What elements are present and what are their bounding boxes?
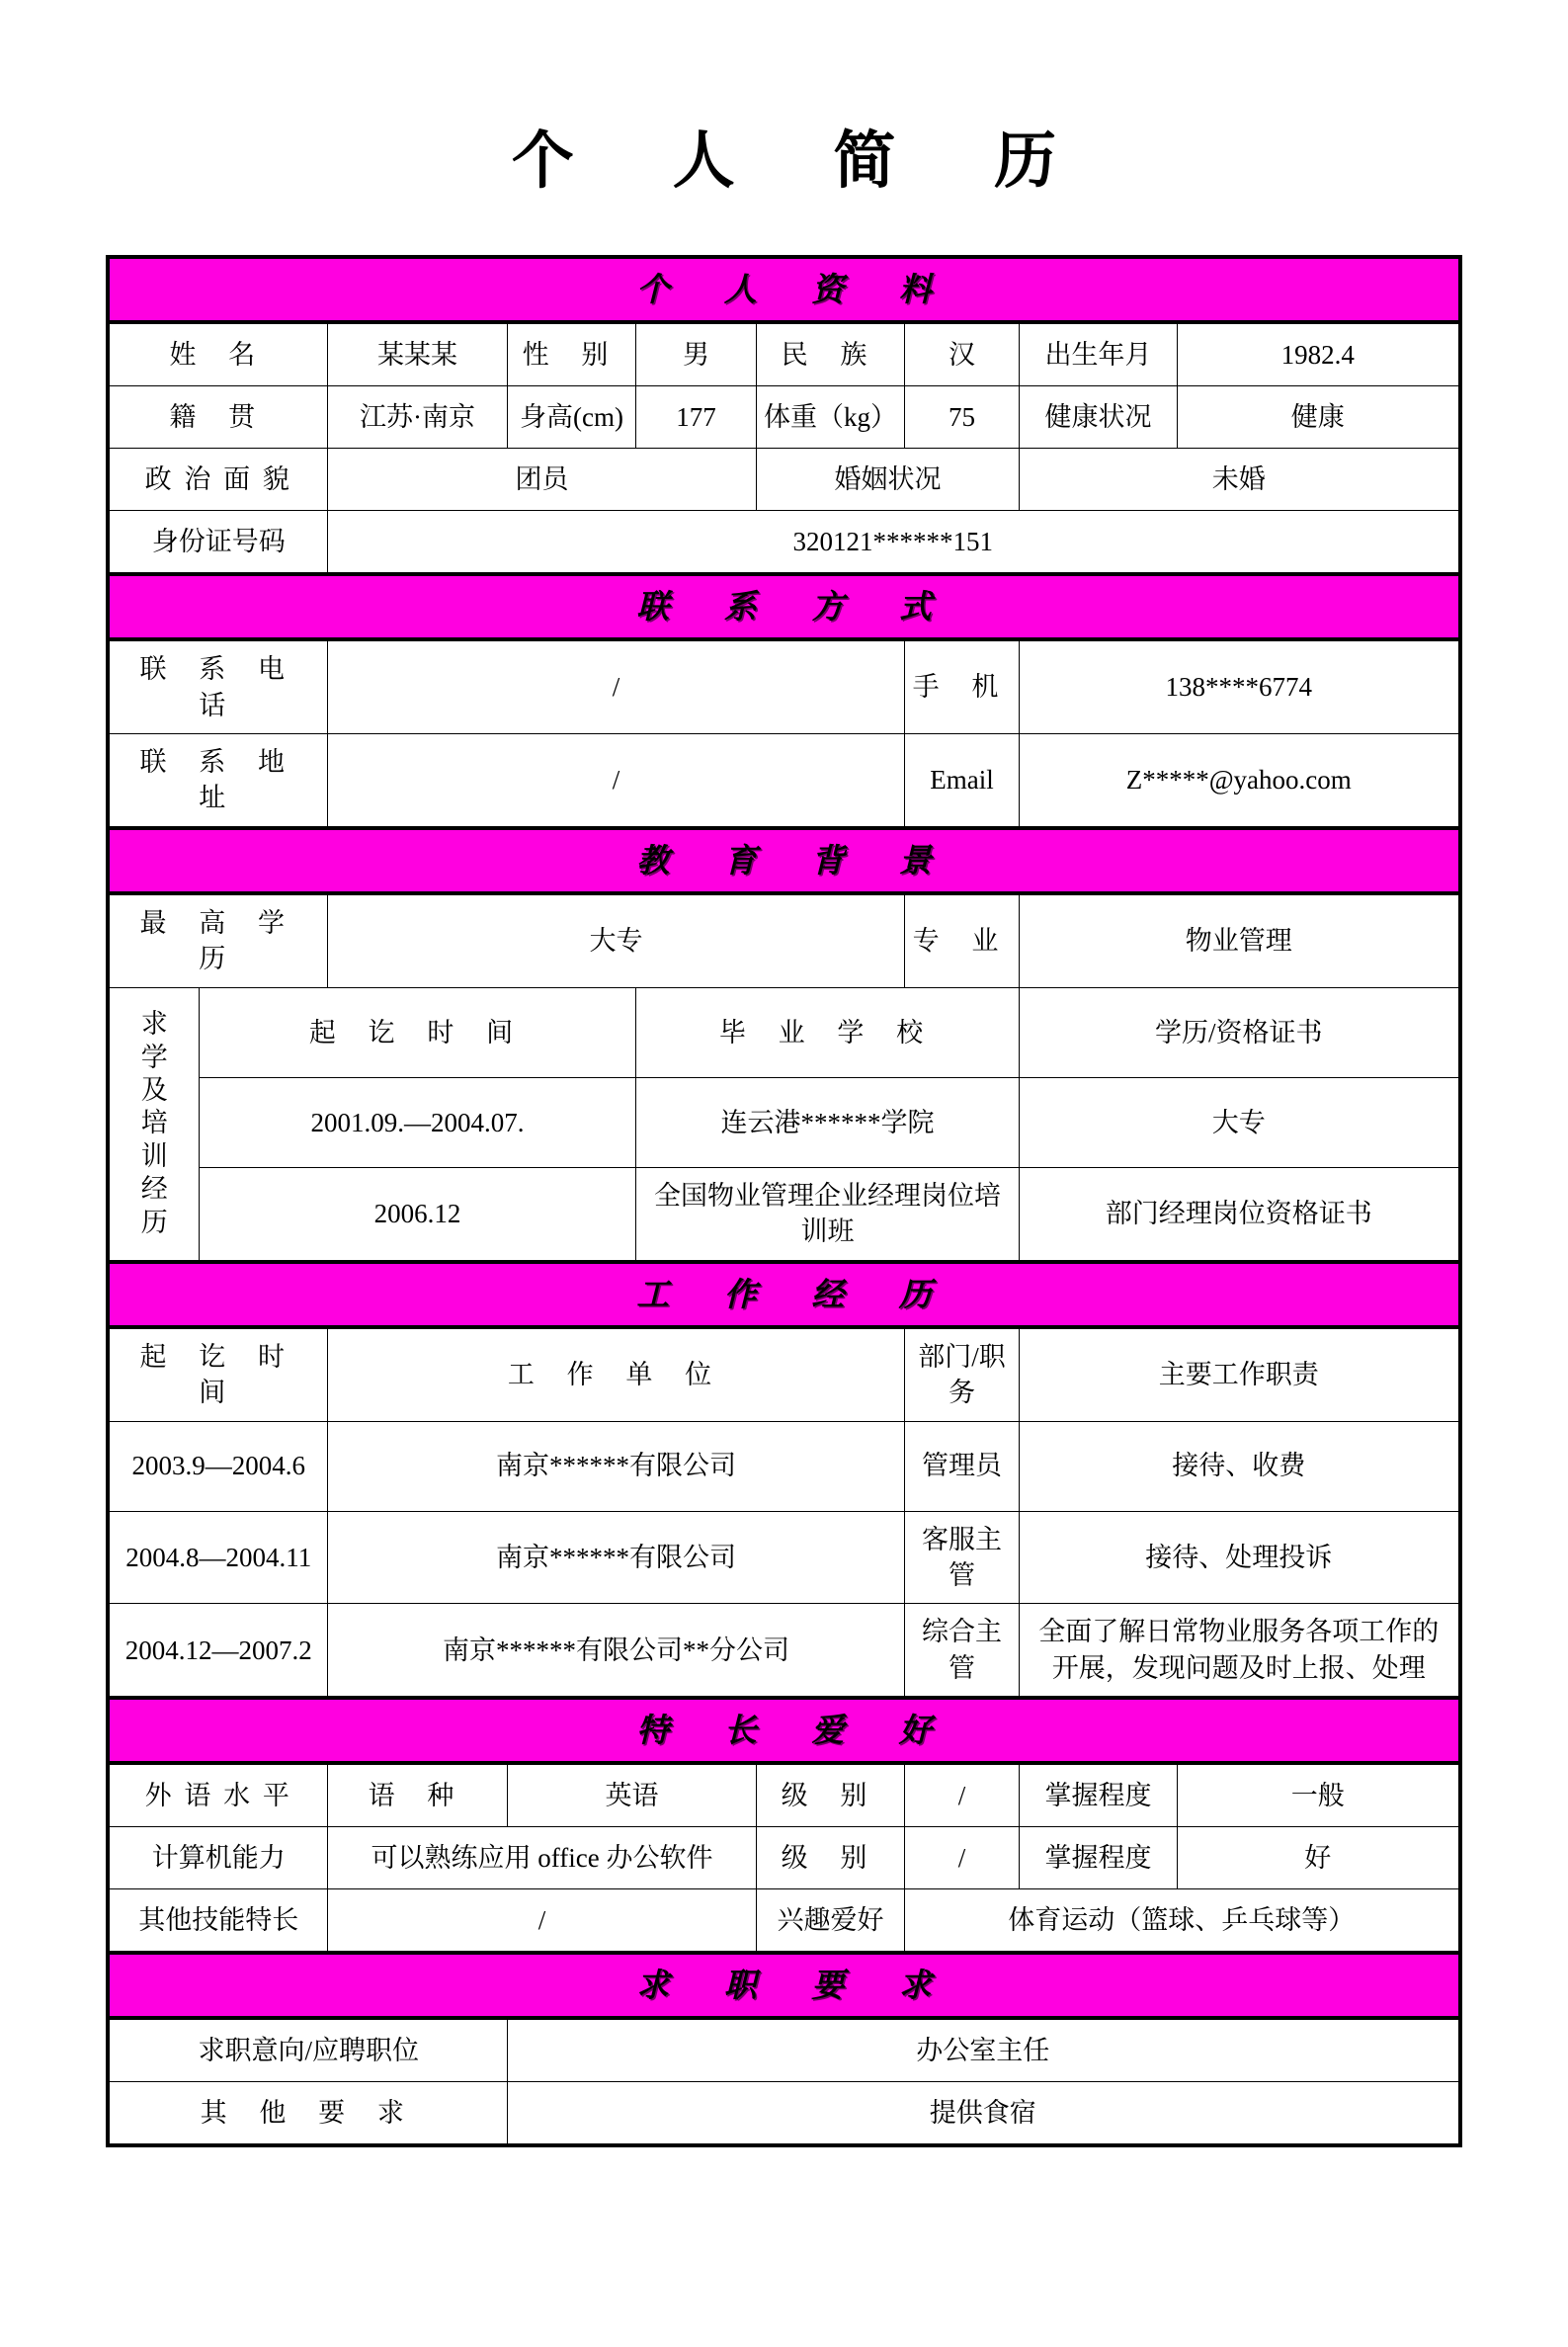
banner-education — [108, 828, 1459, 893]
work-row-duties: 全面了解日常物业服务各项工作的开展，发现问题及时上报、处理 — [1019, 1604, 1459, 1698]
work-col-company: 工 作 单 位 — [327, 1327, 904, 1421]
table-row — [108, 1511, 1459, 1604]
table-row — [108, 1827, 1459, 1889]
political-label: 政 治 面 貌 — [108, 449, 327, 511]
table-row — [108, 734, 1459, 828]
birth-value: 1982.4 — [1177, 322, 1459, 386]
section-banner-row-education — [108, 828, 1459, 893]
mobile-value: 138****6774 — [1019, 639, 1459, 733]
table-row — [108, 893, 1459, 987]
education-vertical-label-text: 求 学 及 培 训 经 历 — [140, 1009, 168, 1237]
work-row-period: 2004.12—2007.2 — [108, 1604, 327, 1698]
computer-mastery-label: 掌握程度 — [1019, 1827, 1177, 1889]
banner-personal-label: 个 人 资 料 — [636, 270, 953, 309]
computer-label: 计算机能力 — [108, 1827, 327, 1889]
table-row — [108, 1604, 1459, 1698]
height-value: 177 — [635, 386, 756, 449]
computer-level-label: 级 别 — [756, 1827, 904, 1889]
id-value: 320121******151 — [327, 511, 1459, 575]
work-row-period: 2004.8—2004.11 — [108, 1511, 327, 1604]
mobile-label: 手 机 — [904, 639, 1019, 733]
banner-work — [108, 1262, 1459, 1327]
table-row — [108, 1421, 1459, 1511]
table-row — [108, 322, 1459, 386]
work-col-period: 起 讫 时 间 — [108, 1327, 327, 1421]
banner-contact — [108, 574, 1459, 639]
banner-skills — [108, 1698, 1459, 1763]
table-row — [108, 386, 1459, 449]
edu-col-certificate: 学历/资格证书 — [1019, 987, 1459, 1077]
degree-value: 大专 — [327, 893, 904, 987]
banner-work-label: 工 作 经 历 — [636, 1274, 953, 1313]
level-value: / — [904, 1763, 1019, 1827]
table-row — [108, 1889, 1459, 1954]
gender-label: 性 别 — [507, 322, 635, 386]
work-row-duties: 接待、处理投诉 — [1019, 1511, 1459, 1604]
ethnicity-label: 民 族 — [756, 322, 904, 386]
computer-level-value: / — [904, 1827, 1019, 1889]
section-banner-row-personal — [108, 257, 1459, 322]
address-label: 联 系 地 址 — [108, 734, 327, 828]
hobby-value: 体育运动（篮球、乒乓球等） — [904, 1889, 1459, 1954]
work-row-position: 管理员 — [904, 1421, 1019, 1511]
mastery-value: 一般 — [1177, 1763, 1459, 1827]
edu-row-period: 2001.09.—2004.07. — [199, 1077, 635, 1167]
origin-label: 籍 贯 — [108, 386, 327, 449]
table-row — [108, 511, 1459, 575]
level-label: 级 别 — [756, 1763, 904, 1827]
resume-table — [106, 255, 1461, 2147]
work-row-duties: 接待、收费 — [1019, 1421, 1459, 1511]
table-row — [108, 1763, 1459, 1827]
weight-label: 体重（kg） — [756, 386, 904, 449]
name-value: 某某某 — [327, 322, 507, 386]
work-col-position: 部门/职务 — [904, 1327, 1019, 1421]
section-banner-row-skills — [108, 1698, 1459, 1763]
job-other-value: 提供食宿 — [507, 2082, 1459, 2146]
work-row-company: 南京******有限公司 — [327, 1511, 904, 1604]
resume-page — [0, 128, 1568, 2347]
political-value: 团员 — [327, 449, 756, 511]
major-value: 物业管理 — [1019, 893, 1459, 987]
edu-row-school: 全国物业管理企业经理岗位培训班 — [635, 1167, 1019, 1261]
health-value: 健康 — [1177, 386, 1459, 449]
work-row-position: 客服主管 — [904, 1511, 1019, 1604]
section-banner-row-contact — [108, 574, 1459, 639]
phone-value: / — [327, 639, 904, 733]
edu-row-period: 2006.12 — [199, 1167, 635, 1261]
banner-job-label: 求 职 要 求 — [636, 1966, 953, 2005]
email-value: Z*****@yahoo.com — [1019, 734, 1459, 828]
computer-mastery-value: 好 — [1177, 1827, 1459, 1889]
banner-personal — [108, 257, 1459, 322]
health-label: 健康状况 — [1019, 386, 1177, 449]
birth-label: 出生年月 — [1019, 322, 1177, 386]
address-value: / — [327, 734, 904, 828]
table-row — [108, 2018, 1459, 2082]
edu-row-certificate: 大专 — [1019, 1077, 1459, 1167]
marital-value: 未婚 — [1019, 449, 1459, 511]
edu-row-school: 连云港******学院 — [635, 1077, 1019, 1167]
table-row — [108, 1077, 1459, 1167]
major-label: 专 业 — [904, 893, 1019, 987]
banner-contact-label: 联 系 方 式 — [636, 587, 953, 627]
other-skills-value: / — [327, 1889, 756, 1954]
table-row — [108, 987, 1459, 1077]
banner-education-label: 教 育 背 景 — [636, 840, 953, 880]
education-vertical-label — [108, 987, 199, 1261]
gender-value: 男 — [635, 322, 756, 386]
weight-value: 75 — [904, 386, 1019, 449]
work-col-duties: 主要工作职责 — [1019, 1327, 1459, 1421]
origin-value: 江苏·南京 — [327, 386, 507, 449]
table-row — [108, 1327, 1459, 1421]
page-title: 个 人 简 历 — [511, 126, 1099, 196]
language-value: 英语 — [507, 1763, 756, 1827]
work-row-position: 综合主管 — [904, 1604, 1019, 1698]
edu-col-school: 毕 业 学 校 — [635, 987, 1019, 1077]
hobby-label: 兴趣爱好 — [756, 1889, 904, 1954]
ethnicity-value: 汉 — [904, 322, 1019, 386]
section-banner-row-work — [108, 1262, 1459, 1327]
job-intent-label: 求职意向/应聘职位 — [108, 2018, 507, 2082]
banner-skills-label: 特 长 爱 好 — [636, 1711, 953, 1750]
id-label: 身份证号码 — [108, 511, 327, 575]
work-row-period: 2003.9—2004.6 — [108, 1421, 327, 1511]
foreign-language-label: 外 语 水 平 — [108, 1763, 327, 1827]
name-label: 姓 名 — [108, 322, 327, 386]
height-label: 身高(cm) — [507, 386, 635, 449]
table-row — [108, 639, 1459, 733]
table-row — [108, 449, 1459, 511]
table-row — [108, 1167, 1459, 1261]
marital-label: 婚姻状况 — [756, 449, 1019, 511]
email-label: Email — [904, 734, 1019, 828]
language-label: 语 种 — [327, 1763, 507, 1827]
job-intent-value: 办公室主任 — [507, 2018, 1459, 2082]
job-other-label: 其 他 要 求 — [108, 2082, 507, 2146]
mastery-label: 掌握程度 — [1019, 1763, 1177, 1827]
edu-row-certificate: 部门经理岗位资格证书 — [1019, 1167, 1459, 1261]
banner-job — [108, 1953, 1459, 2018]
work-row-company: 南京******有限公司 — [327, 1421, 904, 1511]
table-row — [108, 2082, 1459, 2146]
phone-label: 联 系 电 话 — [108, 639, 327, 733]
other-skills-label: 其他技能特长 — [108, 1889, 327, 1954]
computer-value: 可以熟练应用 office 办公软件 — [327, 1827, 756, 1889]
degree-label: 最 高 学 历 — [108, 893, 327, 987]
section-banner-row-job — [108, 1953, 1459, 2018]
work-row-company: 南京******有限公司**分公司 — [327, 1604, 904, 1698]
edu-col-period: 起 讫 时 间 — [199, 987, 635, 1077]
